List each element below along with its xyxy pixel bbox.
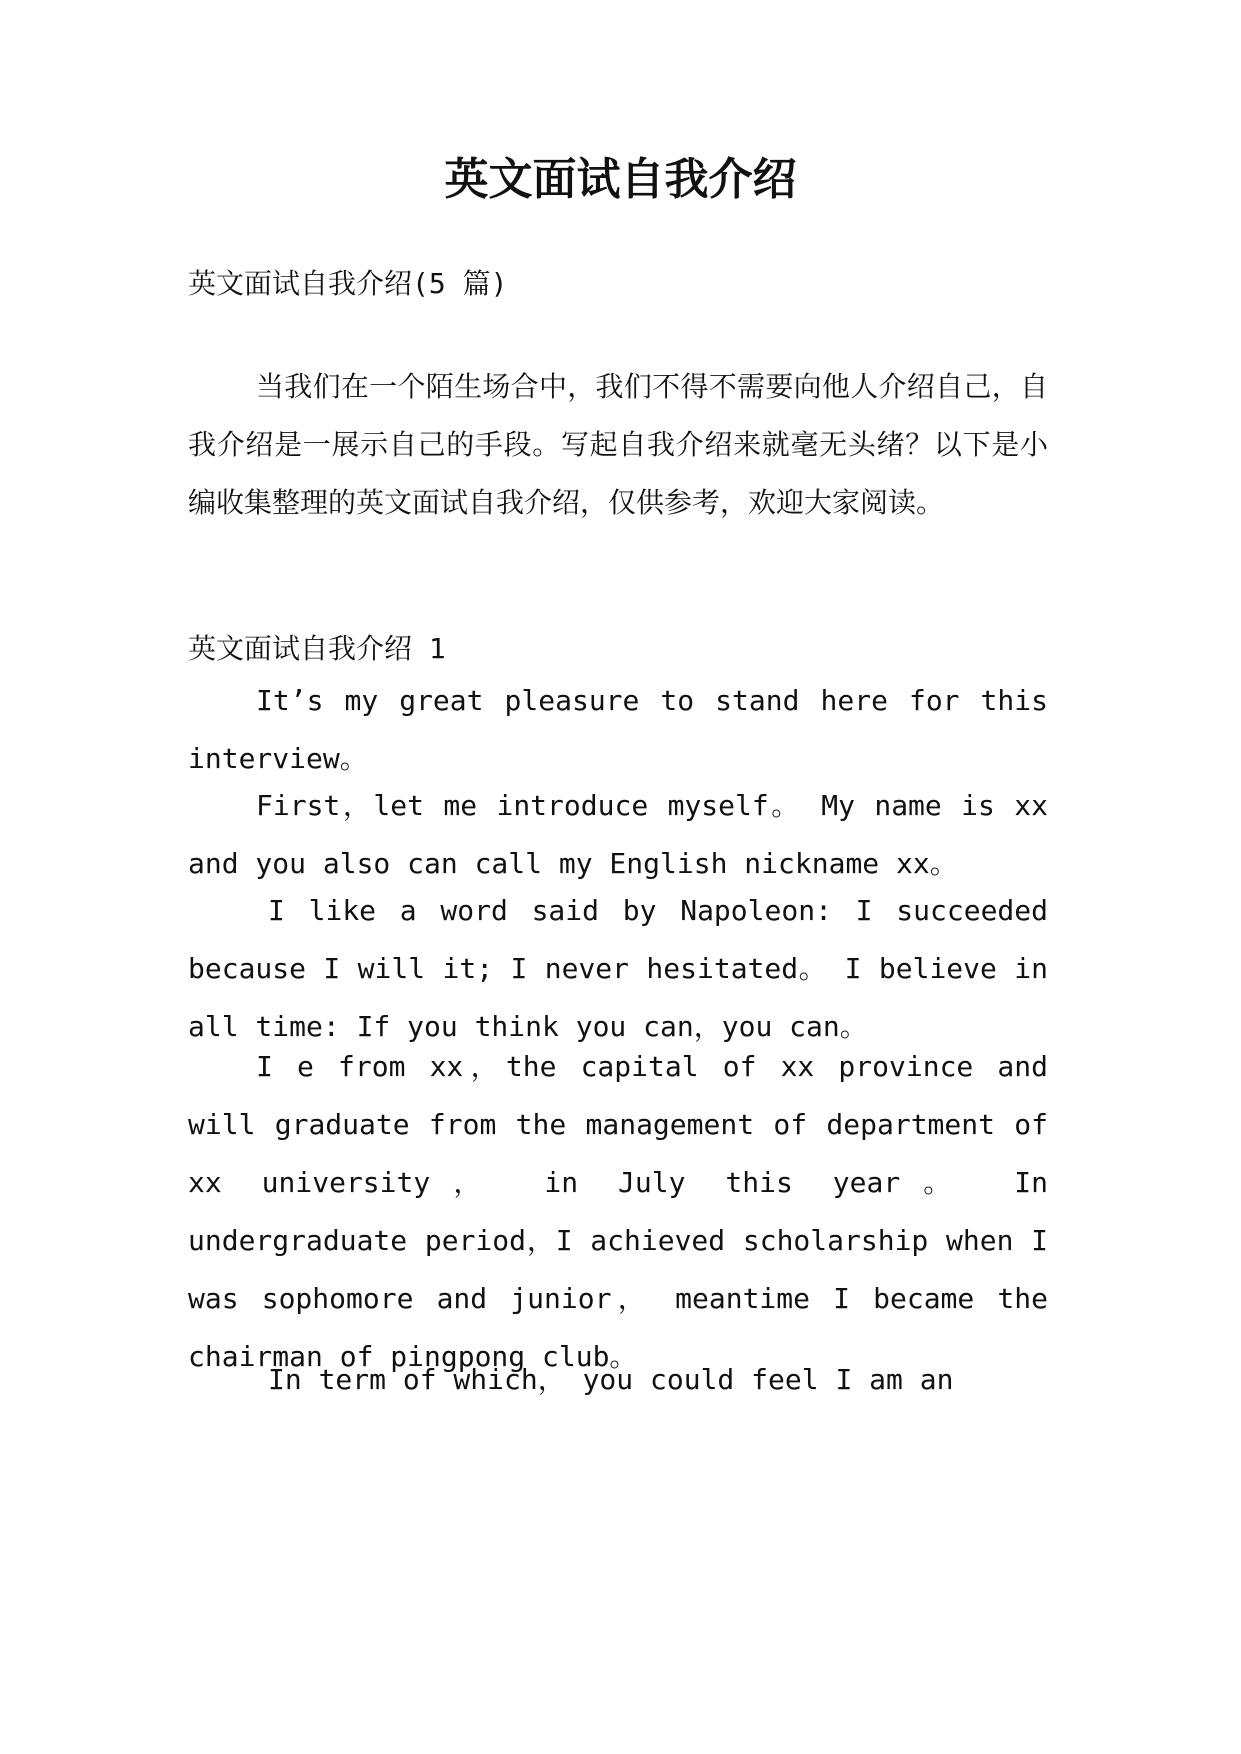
document-title: 英文面试自我介绍 (444, 154, 797, 205)
body-paragraph-2: First，let me introduce myself。 My name is xx and you also can call my English nickname xx。 (188, 789, 1048, 880)
intro-paragraph: 当我们在一个陌生场合中，我们不得不需要向他人介绍自己，自我介绍是一展示自己的手段。写起自我介绍来就毫无头绪？以下是小编收集整理的英文面试自我介绍，仅供参考，欢迎大家阅读。 (188, 370, 1048, 519)
body-paragraph-3: I like a word said by Napoleon: I succeeded because I will it; I never hesitated。 I believe in all time: If you think you can，you can。 (188, 894, 1048, 1043)
body-paragraph-4: I e from xx，the capital of xx province and will graduate from the management of department of xx university， in July this year。 In undergraduate period，I achieved scholarship when I was sophomore and junior， meantime I became the chairman of pingpong club。 (188, 1050, 1048, 1373)
section-heading: 英文面试自我介绍 1 (188, 632, 446, 665)
body-paragraph-5: In term of which， you could feel I am an (268, 1363, 954, 1396)
document-subtitle: 英文面试自我介绍(5 篇) (188, 267, 508, 300)
body-paragraph-1: It’s my great pleasure to stand here for this interview。 (188, 684, 1048, 775)
